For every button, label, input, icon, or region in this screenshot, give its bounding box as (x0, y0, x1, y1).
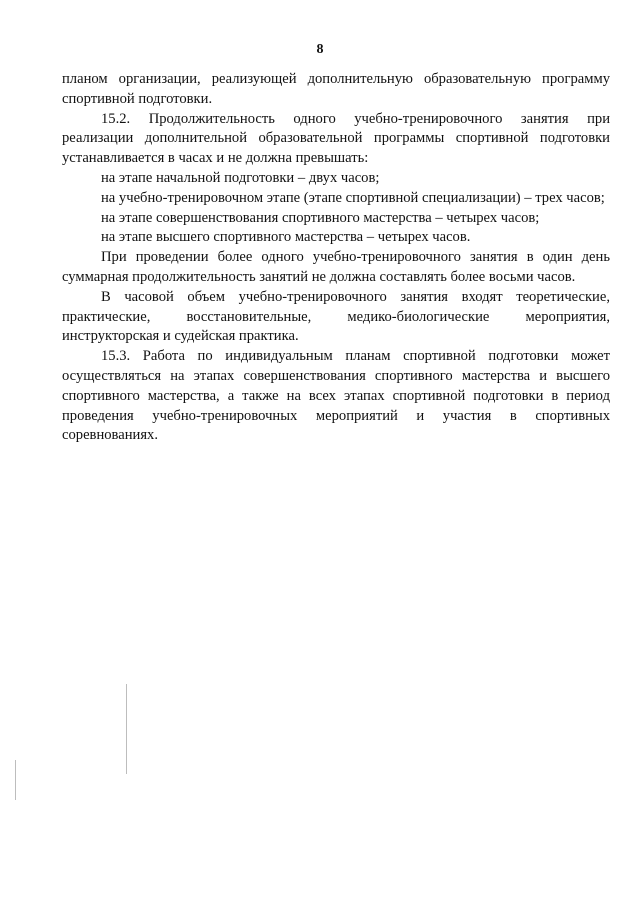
paragraph-15-2: 15.2. Продолжительность одного учебно-тренировочного занятия при реализации дополнительной образовательной программы спортивной подготовки устанавливается в часах и не должна превышать: (62, 110, 610, 167)
paragraph-15-3: 15.3. Работа по индивидуальным планам спортивной подготовки может осуществляться на этапах совершенствования спортивного мастерства и высшего спортивного мастерства, а также на всех этапах спортивной подготовки в период проведения учебно-тренировочных мероприятий и участия в спортивных соревнованиях. (62, 348, 610, 444)
scan-artifact-line (126, 684, 127, 774)
paragraph-daily-limit: При проведении более одного учебно-тренировочного занятия в один день суммарная продолжительность занятий не должна составлять более восьми часов. (62, 249, 610, 285)
paragraph-hourly-volume: В часовой объем учебно-тренировочного занятия входят теоретические, практические, восстановительные, медико-биологические мероприятия, инструкторская и судейская практика. (62, 288, 610, 345)
document-body (62, 70, 610, 446)
list-item-improvement-stage: на этапе совершенствования спортивного мастерства – четырех часов; (101, 209, 540, 226)
paragraph-continuation: планом организации, реализующей дополнительную образовательную программу спортивной подготовки. (62, 71, 610, 107)
page-number: 8 (316, 42, 324, 57)
list-item-training-stage: на учебно-тренировочном этапе (этапе спортивной специализации) – трех часов; (101, 189, 605, 206)
scan-artifact-line (15, 760, 16, 800)
list-item-higher-stage: на этапе высшего спортивного мастерства – четырех часов. (101, 229, 471, 246)
list-item-initial-stage: на этапе начальной подготовки – двух часов; (101, 169, 380, 186)
